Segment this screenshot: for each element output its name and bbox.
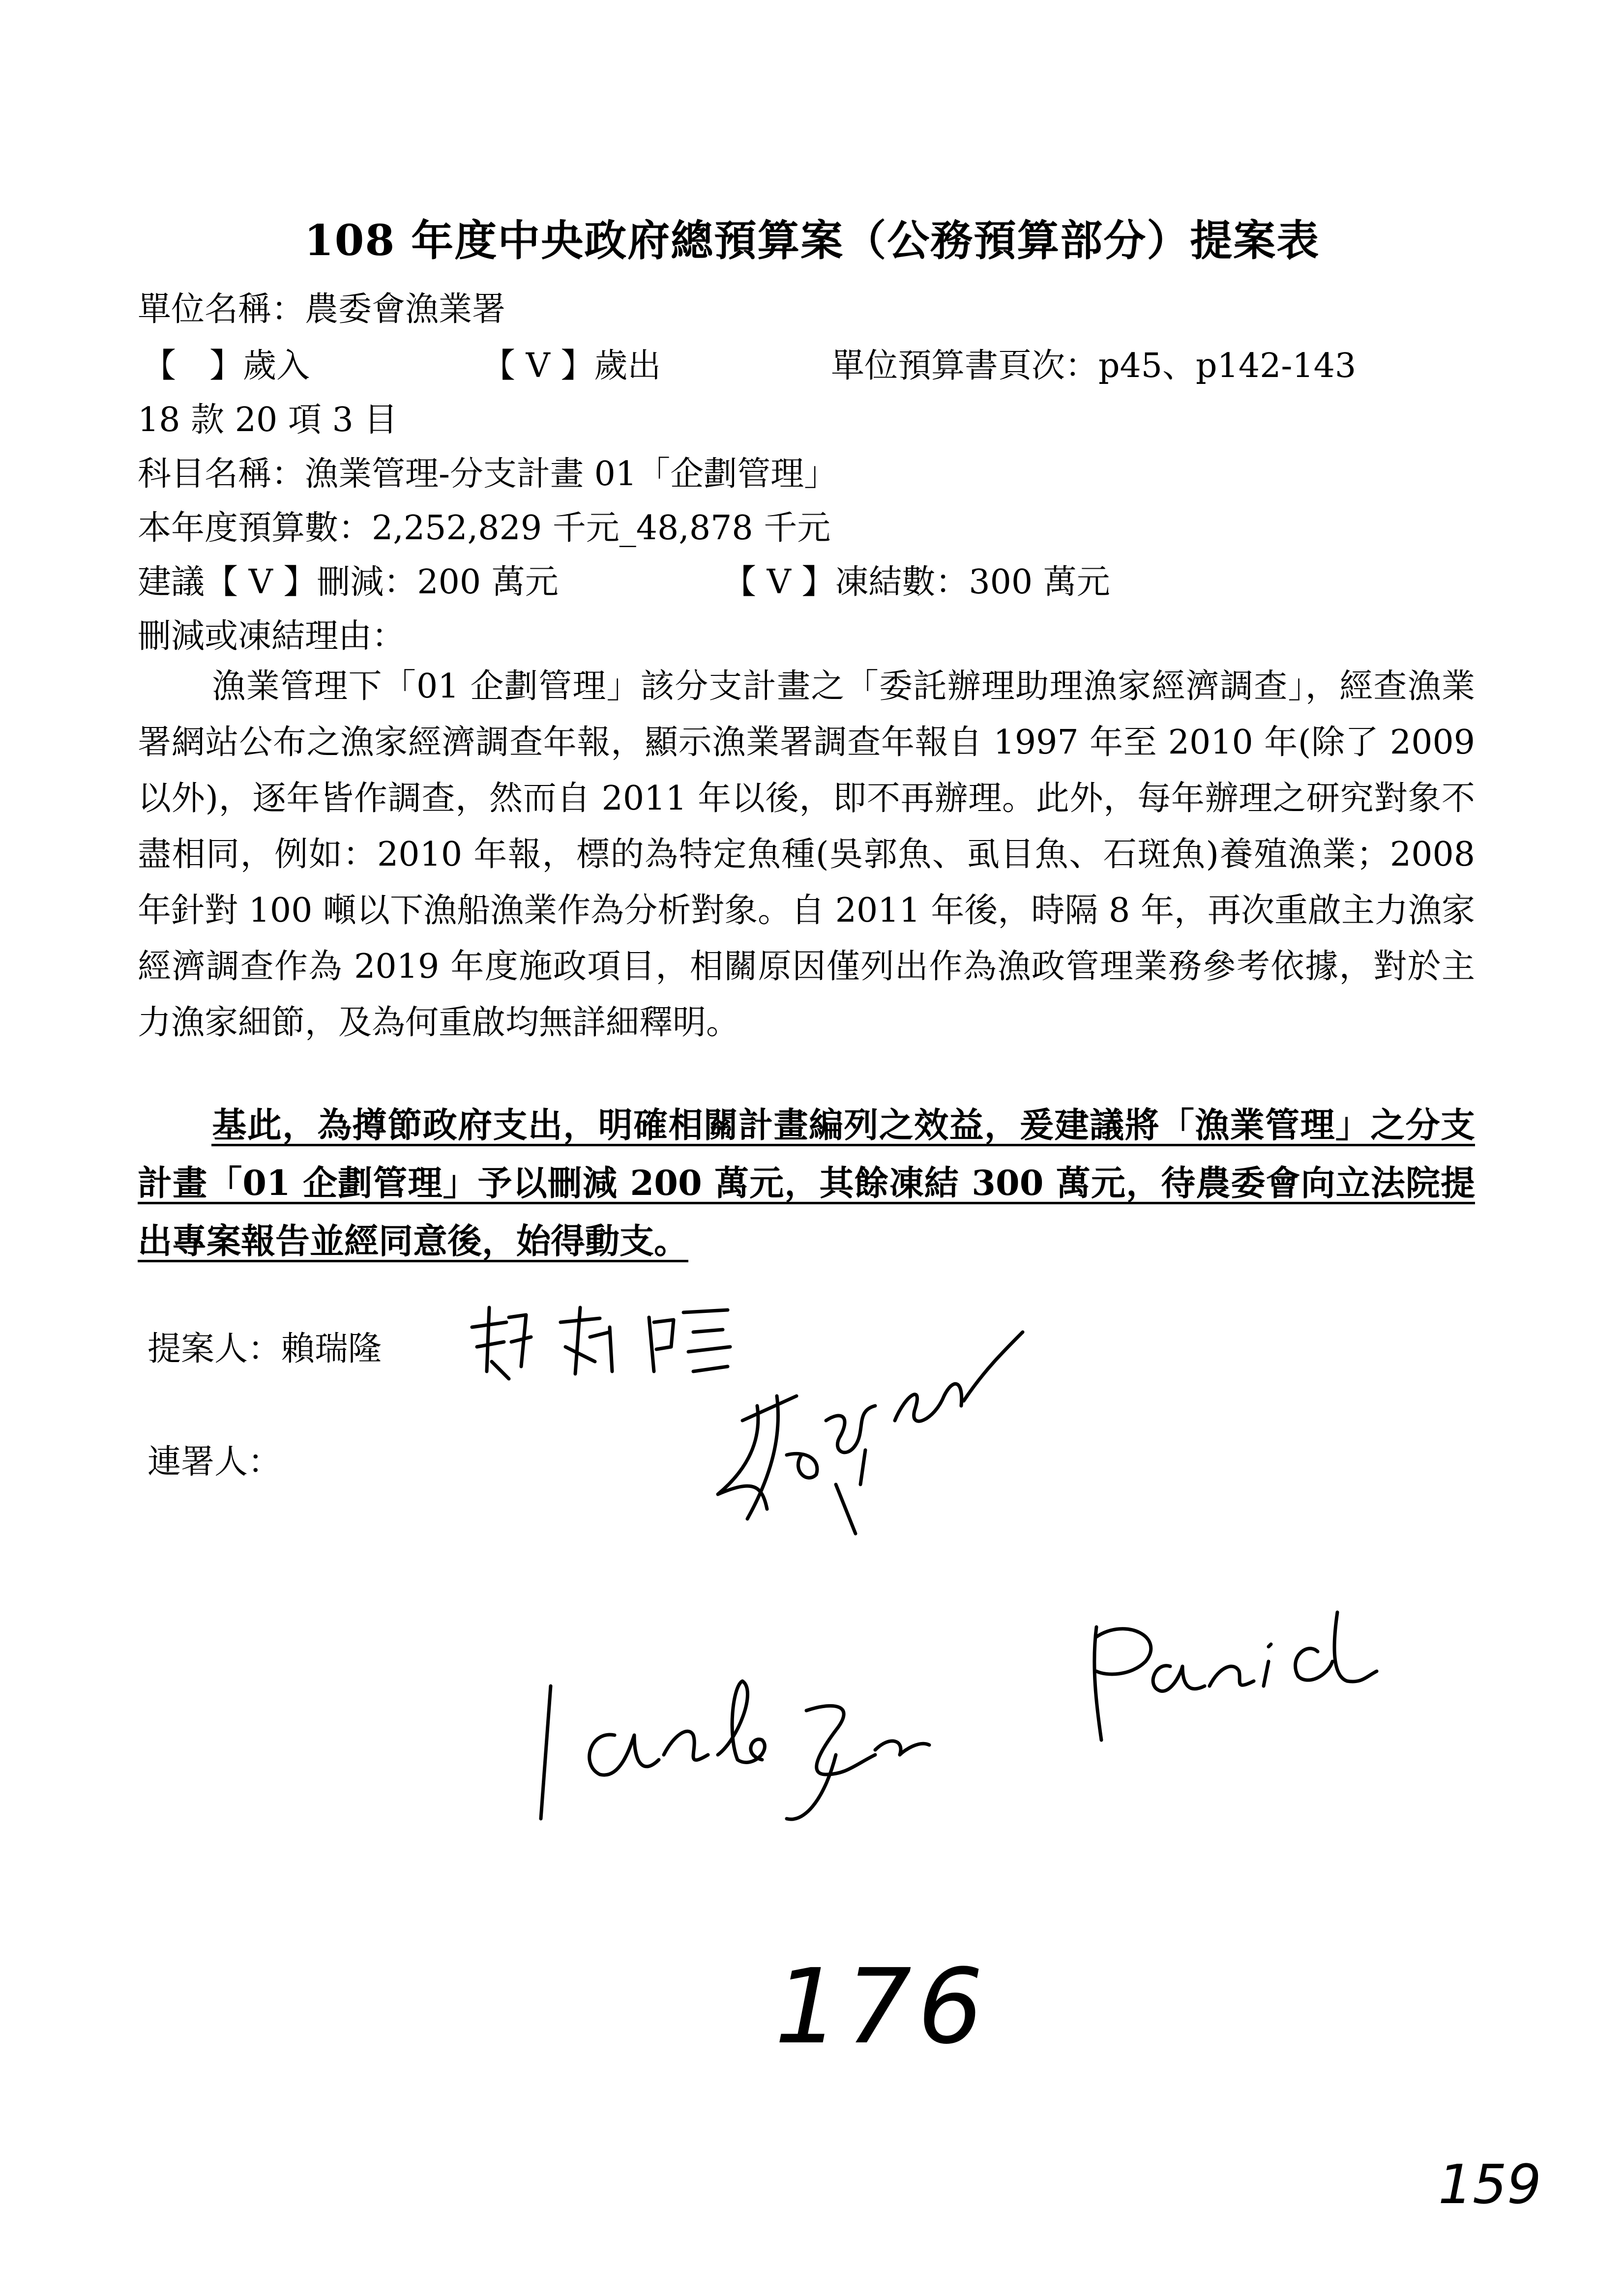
annual-budget: 本年度預算數：2,252,829 千元_48,878 千元 — [138, 509, 831, 548]
cosigner-signature-1 — [688, 1322, 1033, 1543]
cosigner-label: 連署人： — [148, 1443, 282, 1482]
handwritten-document-number: 176 — [774, 1947, 989, 2067]
proposer: 提案人：賴瑞隆 — [148, 1330, 382, 1368]
reason-paragraph — [138, 659, 1475, 1051]
cosigner-signature-2 — [531, 1607, 1475, 1824]
conclusion-paragraph — [138, 1096, 1475, 1270]
budget-page-reference: 單位預算書頁次：p45、p142-143 — [831, 347, 1357, 385]
reason-label: 刪減或凍結理由： — [138, 617, 406, 656]
suggested-cut: 建議【 V 】刪減：200 萬元 — [138, 563, 559, 602]
page-number: 159 — [1438, 2153, 1541, 2216]
budget-section: 18 款 20 項 3 目 — [138, 401, 398, 439]
suggested-freeze: 【 V 】凍結數：300 萬元 — [723, 563, 1110, 602]
subject-name: 科目名稱：漁業管理-分支計畫 01「企劃管理」 — [138, 455, 838, 494]
reason-text: 漁業管理下「01 企劃管理」該分支計畫之「委託辦理助理漁家經濟調查」，經查漁業署網站公布之漁家經濟調查年報，顯示漁業署調查年報自 1997 年至 2010 年(除了 2009 以外)，逐年皆作調查，然而自 2011 年以後，即不再辦理。此外，每年辦理之研究對象不盡相同，例如：2010 年報，標的為特定魚種(吳郭魚、虱目魚、石斑魚)養殖漁業；2008 年針對 100 噸以下漁船漁業作為分析對象。自 2011 年後，時隔 8 年，再次重啟主力漁家經濟調查作為 2019 年度施政項目，相關原因僅列出作為漁政管理業務參考依據，對於主力漁家細節，及為何重啟均無詳細釋明。 — [138, 667, 1475, 1042]
unit-name: 單位名稱：農委會漁業署 — [138, 290, 506, 329]
conclusion-text: 基此，為撙節政府支出，明確相關計畫編列之效益，爰建議將「漁業管理」之分支計畫「01 企劃管理」予以刪減 200 萬元，其餘凍結 300 萬元，待農委會向立法院提出專案報告並經同意後，始得動支。 — [138, 1104, 1475, 1261]
document-title: 108 年度中央政府總預算案（公務預算部分）提案表 — [304, 216, 1320, 265]
revenue-checkbox: 【 】歲入 — [143, 347, 310, 385]
expenditure-checkbox: 【 V 】歲出 — [482, 347, 661, 385]
